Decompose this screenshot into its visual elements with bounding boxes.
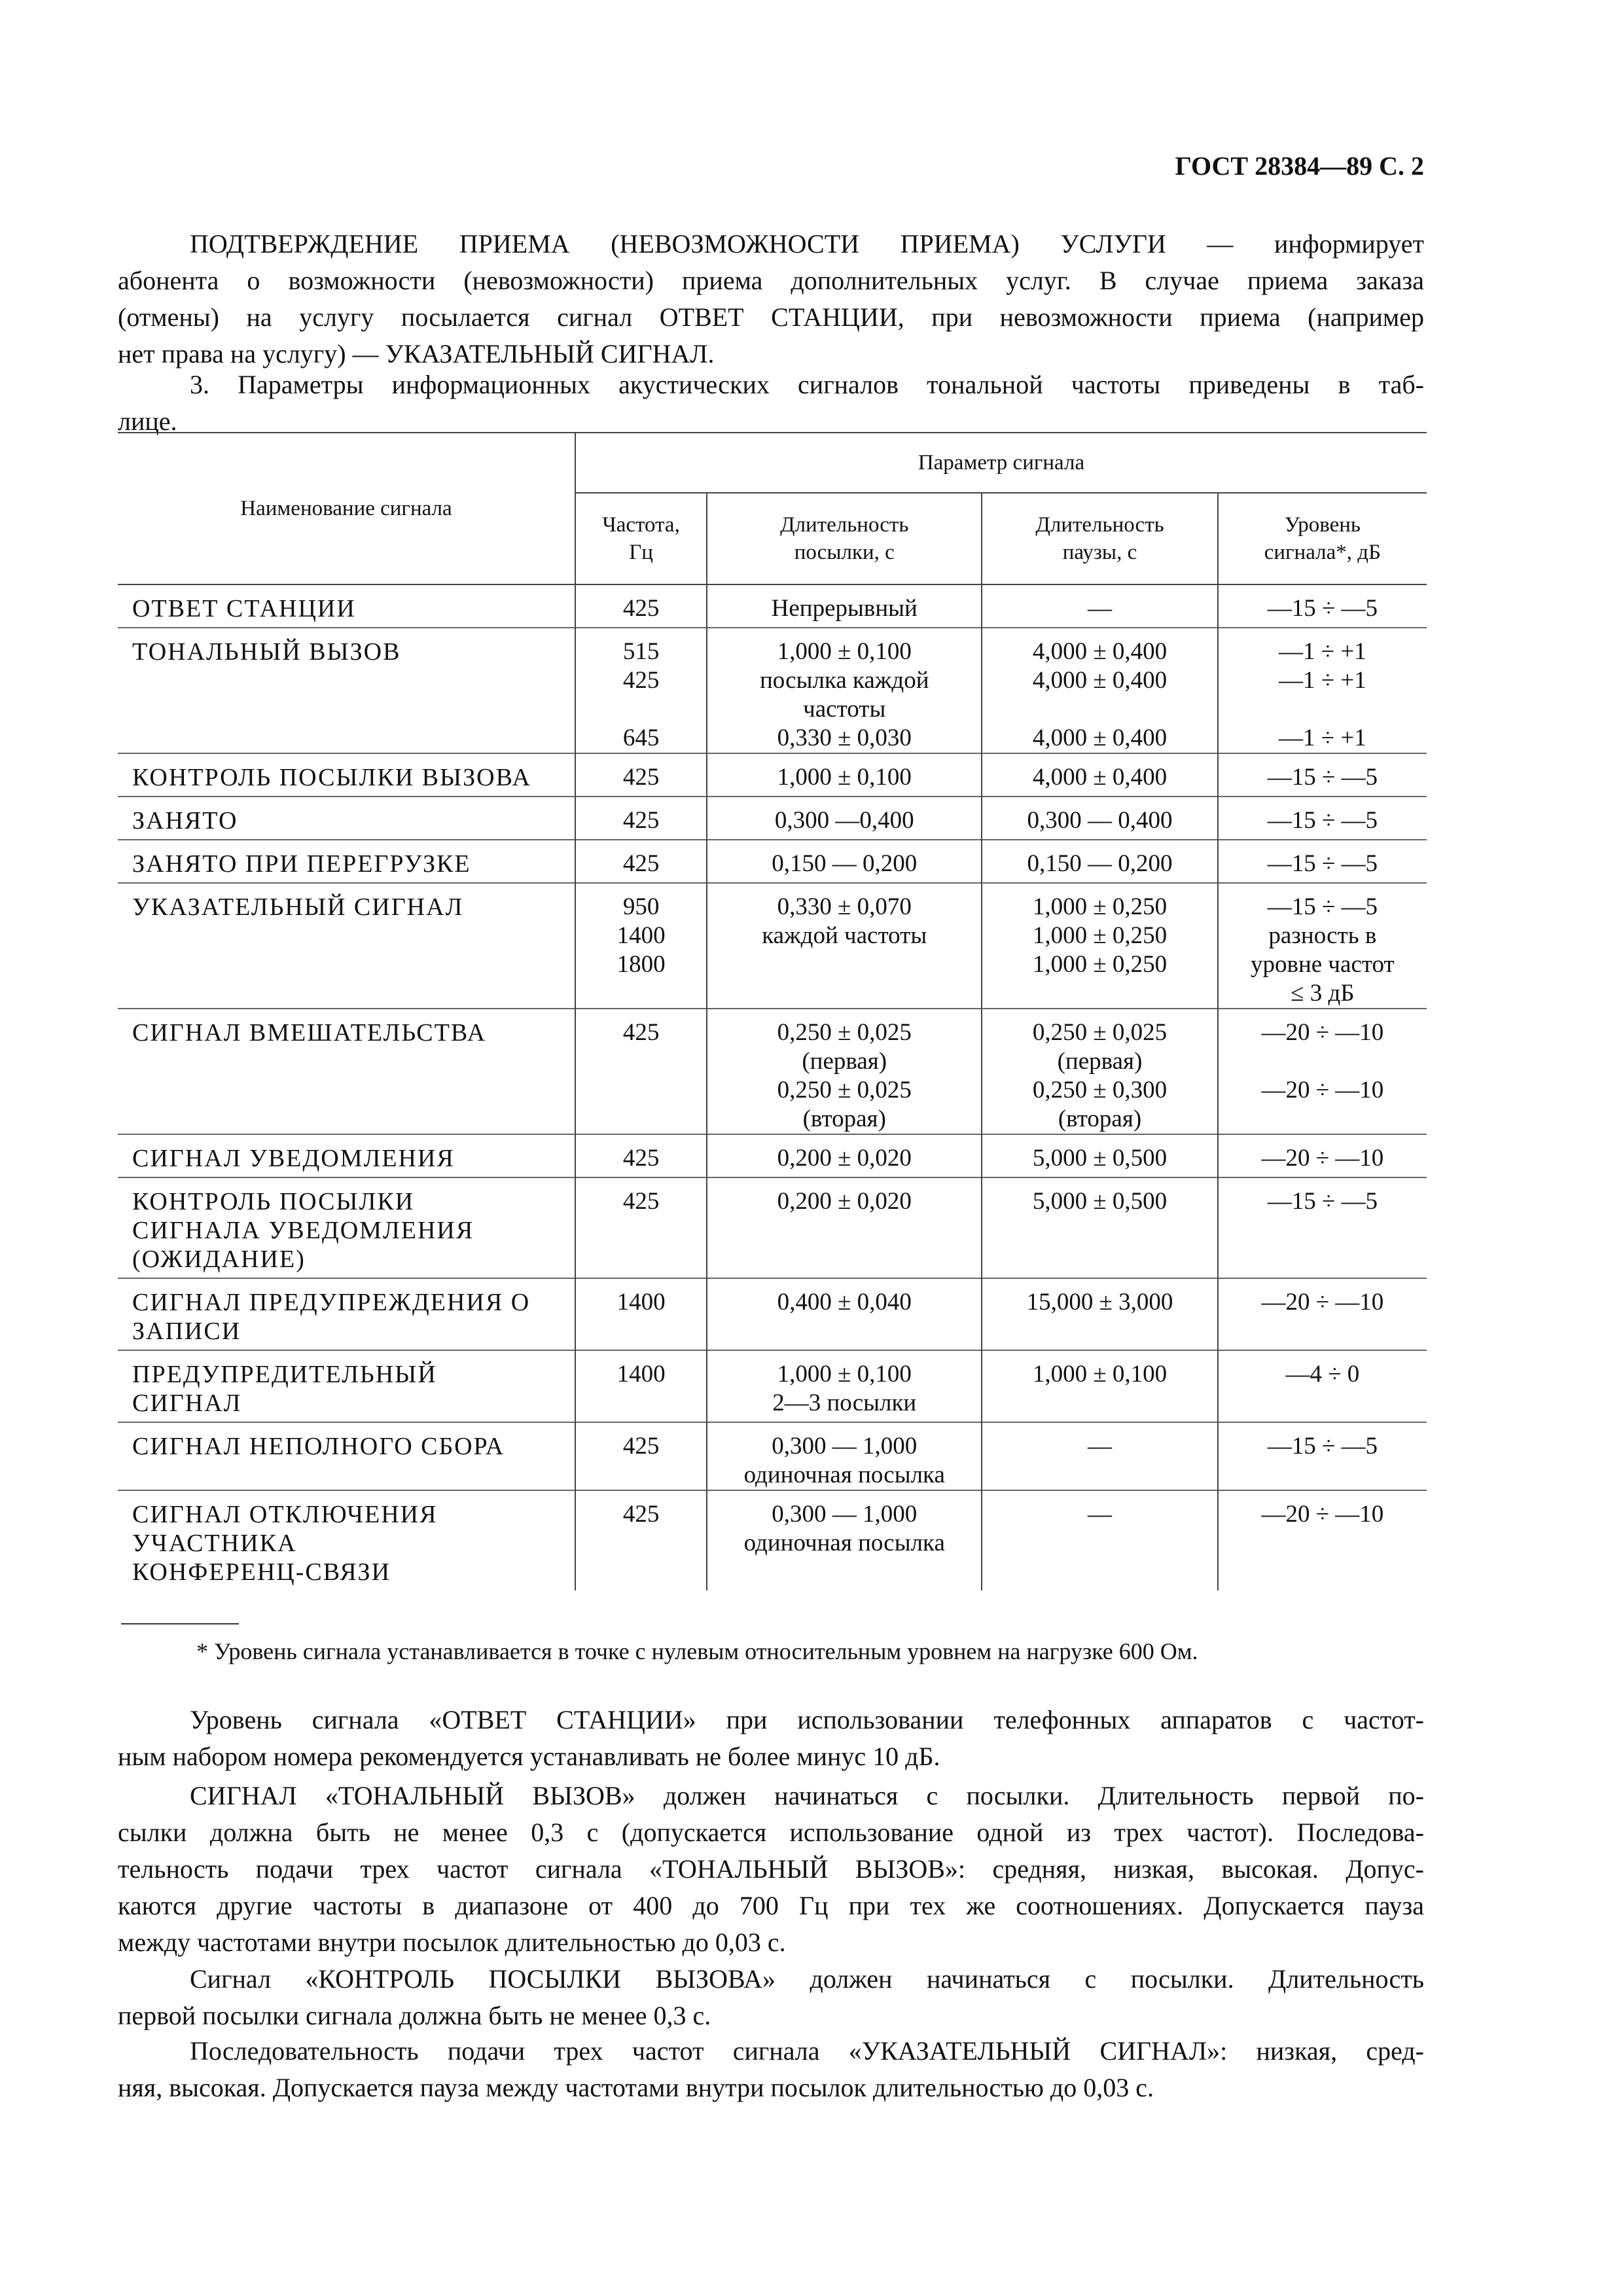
header-signal-level: Уровень сигнала*, дБ — [1218, 493, 1427, 584]
text-line: первой посылки сигнала должна быть не менее 0,3 с. — [118, 2001, 711, 2030]
cell-signal-name — [118, 1009, 575, 1134]
cell-line: — — [1088, 595, 1112, 622]
text-line: ным набором номера рекомендуется устанавливать не более минус 10 дБ. — [118, 1742, 940, 1771]
cell-line: уровне частот — [1250, 951, 1395, 978]
cell-line: 1800 — [616, 951, 666, 978]
cell-line: —1 ÷ +1 — [1279, 638, 1366, 665]
cell-pulse-duration — [707, 1350, 982, 1422]
cell-line: ТОНАЛЬНЫЙ ВЫЗОВ — [132, 638, 401, 666]
cell-line: Непрерывный — [771, 595, 918, 622]
cell-line: СИГНАЛ ПРЕДУПРЕЖДЕНИЯ О — [132, 1289, 531, 1316]
cell-line — [576, 695, 706, 724]
cell-line: 2—3 посылки — [772, 1390, 917, 1416]
cell-line: СИГНАЛ УВЕДОМЛЕНИЯ — [132, 1145, 455, 1172]
cell-line: СИГНАЛ — [132, 1390, 242, 1417]
cell-line: СИГНАЛ НЕПОЛНОГО СБОРА — [132, 1433, 505, 1460]
cell-line: 1,000 ± 0,100 — [777, 764, 912, 791]
text-line: Последовательность подачи трех частот сигнала «УКАЗАТЕЛЬНЫЙ СИГНАЛ»: низкая, сред- — [190, 2036, 1424, 2066]
cell-line: частоты — [803, 696, 886, 723]
cell-frequency — [575, 1422, 707, 1490]
cell-line: —20 ÷ —10 — [1261, 1145, 1384, 1172]
cell-line: 425 — [622, 1501, 660, 1528]
cell-signal-name — [118, 584, 575, 628]
table-row — [118, 1134, 1427, 1177]
cell-line: 0,200 ± 0,020 — [777, 1188, 912, 1215]
cell-line: —20 ÷ —10 — [1261, 1077, 1384, 1103]
cell-pulse-duration — [707, 1490, 982, 1590]
table-row — [118, 1009, 1427, 1134]
cell-line: 425 — [622, 1433, 660, 1460]
table-row — [118, 753, 1427, 797]
cell-pause-duration — [982, 883, 1217, 1009]
cell-pause-duration — [982, 1009, 1217, 1134]
cell-line: 1,000 ± 0,100 — [1032, 1361, 1168, 1388]
cell-line: 425 — [622, 1188, 660, 1215]
cell-line: —15 ÷ —5 — [1267, 1433, 1378, 1460]
cell-pause-duration — [982, 1422, 1217, 1490]
cell-pause-duration — [982, 1490, 1217, 1590]
text-line: абонента о возможности (невозможности) приема дополнительных услуг. В случае приема заказа — [118, 266, 1424, 295]
cell-line: 1,000 ± 0,250 — [1032, 922, 1168, 949]
cell-pause-duration — [982, 1278, 1217, 1350]
footnote: * Уровень сигнала устанавливается в точке с нулевым относительным уровнем на нагрузке 600 Ом. — [196, 1638, 1198, 1664]
cell-frequency — [575, 1278, 707, 1350]
table-row — [118, 584, 1427, 628]
cell-signal-name — [118, 797, 575, 840]
cell-line: 4,000 ± 0,400 — [1032, 764, 1168, 791]
cell-pause-duration — [982, 628, 1217, 753]
cell-signal-level — [1218, 1177, 1427, 1278]
cell-line: 425 — [622, 667, 660, 694]
cell-line: УКАЗАТЕЛЬНЫЙ СИГНАЛ — [132, 893, 464, 921]
cell-signal-level — [1218, 1134, 1427, 1177]
cell-line: 0,250 ± 0,300 — [1032, 1077, 1168, 1103]
cell-signal-level — [1218, 584, 1427, 628]
cell-line: 425 — [622, 850, 660, 877]
cell-line: 0,150 — 0,200 — [1027, 850, 1173, 877]
cell-line: УЧАСТНИКА — [132, 1530, 297, 1557]
cell-line: 0,300 — 0,400 — [1027, 807, 1173, 834]
text-line: Уровень сигнала «ОТВЕТ СТАНЦИИ» при использовании телефонных аппаратов с частот- — [190, 1705, 1424, 1734]
paragraph-indicator-signal — [118, 2033, 1424, 2106]
cell-line: ЗАНЯТО ПРИ ПЕРЕГРУЗКЕ — [132, 850, 471, 878]
table-row — [118, 797, 1427, 840]
cell-pulse-duration — [707, 883, 982, 1009]
cell-line: 1400 — [616, 1361, 666, 1388]
cell-line: —15 ÷ —5 — [1267, 807, 1378, 834]
cell-signal-name — [118, 1422, 575, 1490]
cell-pause-duration — [982, 1134, 1217, 1177]
cell-pulse-duration — [707, 1278, 982, 1350]
cell-line: ≤ 3 дБ — [1291, 980, 1355, 1007]
cell-line: —20 ÷ —10 — [1261, 1289, 1384, 1316]
cell-line: 5,000 ± 0,500 — [1032, 1188, 1168, 1215]
cell-line: —1 ÷ +1 — [1279, 725, 1366, 751]
text-line: 3. Параметры информационных акустических сигналов тональной частоты приведены в таб- — [190, 370, 1424, 399]
signal-parameters-table — [118, 432, 1427, 1590]
cell-pulse-duration — [707, 584, 982, 628]
cell-signal-name — [118, 1490, 575, 1590]
cell-line — [1219, 695, 1427, 724]
cell-frequency — [575, 584, 707, 628]
header-frequency: Частота, Гц — [575, 493, 707, 584]
table-row — [118, 1490, 1427, 1590]
text-line: ПОДТВЕРЖДЕНИЕ ПРИЕМА (НЕВОЗМОЖНОСТИ ПРИЕМА) УСЛУГИ — информирует — [190, 229, 1424, 259]
cell-line: одиночная посылка — [743, 1462, 945, 1488]
cell-line: СИГНАЛ ОТКЛЮЧЕНИЯ — [132, 1501, 438, 1528]
cell-line: разность в — [1268, 922, 1377, 949]
cell-line: —15 ÷ —5 — [1267, 764, 1378, 791]
cell-line: (вторая) — [802, 1105, 886, 1132]
cell-line: 1,000 ± 0,100 — [777, 1361, 912, 1388]
cell-line: СИГНАЛА УВЕДОМЛЕНИЯ — [132, 1217, 474, 1244]
cell-line: 0,250 ± 0,025 — [777, 1077, 912, 1103]
cell-frequency — [575, 1009, 707, 1134]
text-line: нет права на услугу) — УКАЗАТЕЛЬНЫЙ СИГНАЛ. — [118, 339, 715, 368]
cell-line: КОНТРОЛЬ ПОСЫЛКИ — [132, 1188, 415, 1215]
cell-line: 4,000 ± 0,400 — [1032, 725, 1168, 751]
cell-line: 950 — [622, 893, 660, 920]
cell-pulse-duration — [707, 1009, 982, 1134]
header-signal-name: Наименование сигнала — [118, 433, 575, 584]
cell-signal-level — [1218, 1009, 1427, 1134]
cell-signal-level — [1218, 883, 1427, 1009]
cell-line: 1400 — [616, 922, 666, 949]
text-line: няя, высокая. Допускается пауза между частотами внутри посылок длительностью до 0,03 с. — [118, 2073, 1154, 2102]
cell-line: 0,150 — 0,200 — [772, 850, 918, 877]
cell-line: 425 — [622, 1019, 660, 1046]
cell-line: одиночная посылка — [743, 1530, 945, 1556]
cell-line: 1,000 ± 0,250 — [1032, 951, 1168, 978]
paragraph-tone-call — [118, 1778, 1424, 1961]
cell-line: —4 ÷ 0 — [1285, 1361, 1360, 1388]
cell-signal-level — [1218, 753, 1427, 797]
cell-line: (вторая) — [1058, 1105, 1142, 1132]
cell-line: —15 ÷ —5 — [1267, 1188, 1378, 1215]
cell-line: каждой частоты — [762, 922, 927, 949]
cell-line: 0,300 —0,400 — [774, 807, 914, 834]
cell-line: ЗАНЯТО — [132, 807, 238, 834]
cell-signal-name — [118, 1177, 575, 1278]
cell-frequency — [575, 628, 707, 753]
cell-pause-duration — [982, 584, 1217, 628]
cell-line: 0,330 ± 0,070 — [777, 893, 912, 920]
cell-signal-level — [1218, 797, 1427, 840]
cell-line: —1 ÷ +1 — [1279, 667, 1366, 694]
header-pause-duration: Длительность паузы, с — [982, 493, 1217, 584]
cell-frequency — [575, 883, 707, 1009]
table-row — [118, 628, 1427, 753]
cell-frequency — [575, 1134, 707, 1177]
cell-line: 0,300 — 1,000 — [772, 1501, 918, 1528]
page-header: ГОСТ 28384—89 С. 2 — [1175, 151, 1424, 181]
header-signal-parameter: Параметр сигнала — [575, 433, 1427, 493]
cell-pause-duration — [982, 840, 1217, 883]
cell-line: (первая) — [802, 1048, 887, 1075]
cell-signal-name — [118, 883, 575, 1009]
cell-line: 4,000 ± 0,400 — [1032, 667, 1168, 694]
cell-signal-name — [118, 1278, 575, 1350]
text-line: каются другие частоты в диапазоне от 400 до 700 Гц при тех же соотношениях. Допускается пауза — [118, 1891, 1424, 1920]
cell-pulse-duration — [707, 1422, 982, 1490]
cell-signal-level — [1218, 628, 1427, 753]
paragraph-call-control — [118, 1961, 1424, 2034]
cell-line: КОНФЕРЕНЦ-СВЯЗИ — [132, 1558, 391, 1586]
cell-line: 1,000 ± 0,100 — [777, 638, 912, 665]
cell-frequency — [575, 840, 707, 883]
cell-signal-level — [1218, 1278, 1427, 1350]
cell-frequency — [575, 1350, 707, 1422]
cell-line: посылка каждой — [759, 667, 929, 694]
cell-line: 425 — [622, 807, 660, 834]
cell-line: (первая) — [1057, 1048, 1143, 1075]
cell-line: —20 ÷ —10 — [1261, 1019, 1384, 1046]
cell-line: 1,000 ± 0,250 — [1032, 893, 1168, 920]
cell-signal-level — [1218, 1350, 1427, 1422]
cell-line: 645 — [622, 725, 660, 751]
cell-line: 0,200 ± 0,020 — [777, 1145, 912, 1172]
cell-signal-level — [1218, 1422, 1427, 1490]
table-row — [118, 883, 1427, 1009]
cell-line: ОТВЕТ СТАНЦИИ — [132, 595, 356, 622]
cell-pulse-duration — [707, 628, 982, 753]
text-line: Сигнал «КОНТРОЛЬ ПОСЫЛКИ ВЫЗОВА» должен начинаться с посылки. Длительность — [190, 1964, 1424, 1994]
cell-line: КОНТРОЛЬ ПОСЫЛКИ ВЫЗОВА — [132, 764, 531, 791]
cell-line: —15 ÷ —5 — [1267, 893, 1378, 920]
text-line: сылки должна быть не менее 0,3 с (допускается использование одной из трех частот). Последова- — [118, 1818, 1424, 1847]
cell-line: —20 ÷ —10 — [1261, 1501, 1384, 1528]
cell-signal-name — [118, 1134, 575, 1177]
intro-paragraph — [118, 226, 1424, 372]
table-row — [118, 1177, 1427, 1278]
cell-pulse-duration — [707, 753, 982, 797]
cell-signal-name — [118, 753, 575, 797]
cell-line: 0,400 ± 0,040 — [777, 1289, 912, 1316]
paragraph-station-answer — [118, 1702, 1424, 1775]
cell-frequency — [575, 1177, 707, 1278]
cell-line — [982, 695, 1217, 724]
cell-line: 515 — [622, 638, 660, 665]
cell-line: 0,250 ± 0,025 — [777, 1019, 912, 1046]
table-row — [118, 1278, 1427, 1350]
cell-frequency — [575, 1490, 707, 1590]
cell-line: 15,000 ± 3,000 — [1026, 1289, 1173, 1316]
cell-line: ПРЕДУПРЕДИТЕЛЬНЫЙ — [132, 1361, 437, 1388]
cell-line: ЗАПИСИ — [132, 1318, 241, 1345]
cell-line: — — [1088, 1433, 1112, 1460]
cell-frequency — [575, 797, 707, 840]
header-pulse-duration: Длительность посылки, с — [707, 493, 982, 584]
cell-signal-name — [118, 1350, 575, 1422]
cell-signal-name — [118, 628, 575, 753]
text-line: лице. — [118, 406, 177, 436]
footnote-rule — [121, 1623, 239, 1624]
cell-line: 4,000 ± 0,400 — [1032, 638, 1168, 665]
cell-line: 425 — [622, 764, 660, 791]
text-line: между частотами внутри посылок длительностью до 0,03 с. — [118, 1928, 786, 1957]
cell-line: 0,300 — 1,000 — [772, 1433, 918, 1460]
text-line: (отмены) на услугу посылается сигнал ОТВЕТ СТАНЦИИ, при невозможности приема (например — [118, 302, 1424, 332]
text-line: тельность подачи трех частот сигнала «ТОНАЛЬНЫЙ ВЫЗОВ»: средняя, низкая, высокая. Допус- — [118, 1854, 1424, 1884]
cell-line: 425 — [622, 1145, 660, 1172]
cell-line: 0,250 ± 0,025 — [1032, 1019, 1168, 1046]
cell-pause-duration — [982, 1350, 1217, 1422]
text-line: СИГНАЛ «ТОНАЛЬНЫЙ ВЫЗОВ» должен начинаться с посылки. Длительность первой по- — [190, 1781, 1424, 1810]
cell-pulse-duration — [707, 1134, 982, 1177]
cell-line: — — [1088, 1501, 1112, 1528]
cell-line: (ОЖИДАНИЕ) — [132, 1246, 306, 1273]
cell-signal-name — [118, 840, 575, 883]
item-3-paragraph — [118, 367, 1424, 440]
table-row — [118, 1422, 1427, 1490]
cell-line: —15 ÷ —5 — [1267, 595, 1378, 622]
cell-line — [1219, 1047, 1427, 1076]
cell-line: 0,330 ± 0,030 — [777, 725, 912, 751]
cell-line: 5,000 ± 0,500 — [1032, 1145, 1168, 1172]
table-row — [118, 840, 1427, 883]
cell-frequency — [575, 753, 707, 797]
cell-line: 1400 — [616, 1289, 666, 1316]
cell-pulse-duration — [707, 1177, 982, 1278]
cell-pause-duration — [982, 753, 1217, 797]
cell-pause-duration — [982, 1177, 1217, 1278]
cell-pause-duration — [982, 797, 1217, 840]
cell-pulse-duration — [707, 840, 982, 883]
cell-line: СИГНАЛ ВМЕШАТЕЛЬСТВА — [132, 1019, 487, 1047]
cell-signal-level — [1218, 840, 1427, 883]
cell-pulse-duration — [707, 797, 982, 840]
cell-line: 425 — [622, 595, 660, 622]
table-row — [118, 1350, 1427, 1422]
cell-line: —15 ÷ —5 — [1267, 850, 1378, 877]
cell-signal-level — [1218, 1490, 1427, 1590]
